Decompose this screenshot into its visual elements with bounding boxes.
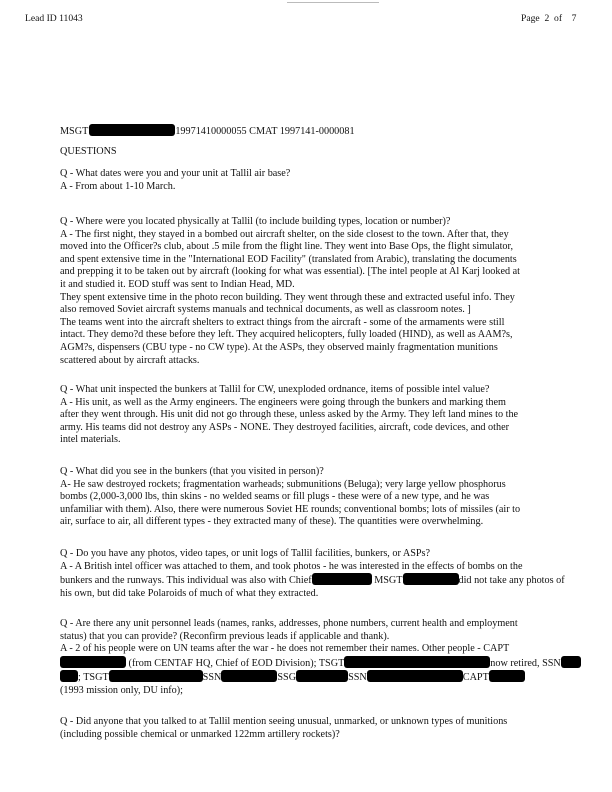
qa-block-inspection — [60, 384, 548, 447]
answer-line: after they went through. His unit did not go through these, unless asked by the Army. They left land mines to the — [60, 409, 519, 421]
redaction-bar — [367, 670, 463, 682]
answer-line: also removed Soviet aircraft systems manuals and technical documents, as well as classroom notes. ] — [60, 304, 471, 316]
redaction-bar — [344, 656, 490, 668]
answer-line: air, surface to air, all different types - they extracted many of these). The quantities were overwhelming. — [60, 516, 484, 528]
redaction-bar — [60, 670, 78, 682]
answer-line: (1993 mission only, DU info); — [60, 684, 184, 696]
qa-block-dates — [60, 168, 548, 193]
redaction-bar — [296, 670, 348, 682]
answer-line: and spent extensive time in the "International EOD Facility" (translated from Arabic), translating the documents — [60, 253, 517, 265]
redaction-bar — [221, 670, 277, 682]
answer-line: AGM?s, dispensers (CBU type - no CW type). At the ASPs, they observed mainly fragmentation munitions — [60, 341, 498, 353]
page-total: 7 — [571, 13, 577, 24]
question-text: (including possible chemical or unmarked 122mm artillery rockets)? — [60, 728, 340, 740]
questions-title: QUESTIONS — [60, 146, 117, 157]
question-text: Q - What unit inspected the bunkers at Tallil for CW, unexploded ordnance, items of possible intel value? — [60, 384, 490, 395]
answer-line: bombs (2,000-3,000 lbs, thin skins - no welded seams or fill plugs - these were of a new type, and he was — [60, 491, 490, 503]
answer-text: A - From about 1-10 March. — [60, 180, 176, 192]
message-line — [60, 124, 548, 139]
answer-line: A - The first night, they stayed in a bombed out aircraft shelter, on the side closest to the town. After that, they — [60, 228, 509, 240]
qa-block-munitions — [60, 716, 548, 741]
redaction-bar — [109, 670, 203, 682]
answer-line: army. His teams did not destroy any ASPs - NONE. They destroyed facilities, aircraft, code devices, and other — [60, 421, 509, 433]
answer-line: A- He saw destroyed rockets; fragmentation warheads; submunitions (Beluga); very large yellow phosphorus — [60, 478, 506, 490]
answer-line: bunkers and the runways. This individual was also with Chief MSGT did not take any photos of — [60, 575, 565, 587]
redaction-bar — [89, 124, 175, 136]
redaction-bar — [489, 670, 525, 682]
answer-line: moved into the Officer?s club, about .5 mile from the flight line. They went into Base Ops, the flight simulator, — [60, 241, 514, 253]
top-rule — [287, 2, 379, 3]
qa-block-photos — [60, 548, 565, 600]
qa-block-location — [60, 216, 548, 367]
answer-line: unfamiliar with them). Also, there were numerous Soviet HE rounds; conventional bombs; lots of missiles (air to — [60, 503, 521, 515]
answer-line: A - A British intel officer was attached to them, and took photos - he was interested in the effects of bombs on the — [60, 560, 523, 572]
question-text: status) that you can provide? (Reconfirm previous leads if applicable and thank). — [60, 630, 390, 642]
question-text: Q - Where were you located physically at Tallil (to include building types, location or number)? — [60, 216, 451, 227]
redaction-bar — [403, 573, 459, 585]
answer-line: A - 2 of his people were on UN teams after the war - he does not remember their names. Other people - CAPT — [60, 643, 510, 655]
redaction-bar — [60, 656, 126, 668]
page-label: Page — [521, 13, 540, 24]
answer-line: it and studied it. EOD stuff was sent to Indian Head, MD. — [60, 278, 295, 290]
question-text: Q - Did anyone that you talked to at Tallil mention seeing unusual, unmarked, or unknown types of munitions — [60, 716, 508, 727]
answer-line: intel materials. — [60, 434, 121, 446]
answer-line: and prepping it to be taken out by aircraft (looking for what was essential). [The intel people at Al Karj looked at — [60, 266, 520, 278]
page-number: 2 — [544, 13, 550, 24]
page-of: of — [554, 13, 563, 24]
answer-line: A - His unit, as well as the Army engineers. The engineers were going through the bunkers and marking them — [60, 396, 506, 408]
msg-prefix: MSGT — [60, 126, 89, 137]
msg-number: 19971410000055 CMAT 1997141-0000081 — [175, 126, 355, 137]
redaction-bar — [561, 656, 581, 668]
answer-line: his own, but did take Polaroids of much of what they extracted. — [60, 587, 319, 599]
answer-line: scattered about by aircraft attacks. — [60, 354, 200, 366]
redaction-bar — [312, 573, 372, 585]
answer-line: intact. They demo?d these before they left. They acquired helicopters, fully loaded (HIND), as well as AAM?s, — [60, 329, 513, 341]
question-text: Q - Are there any unit personnel leads (names, ranks, addresses, phone numbers, current health and employment — [60, 618, 518, 629]
page-indicator — [521, 13, 576, 26]
answer-line: The teams went into the aircraft shelters to extract things from the aircraft - some of the armaments were still — [60, 316, 505, 328]
lead-id: Lead ID 11043 — [25, 13, 83, 24]
question-text: Q - Do you have any photos, video tapes, or unit logs of Tallil facilities, bunkers, or ASPs? — [60, 548, 431, 559]
question-text: Q - What did you see in the bunkers (that you visited in person)? — [60, 466, 324, 477]
qa-block-bunkers — [60, 466, 548, 529]
qa-block-personnel — [60, 618, 561, 698]
answer-line: They spent extensive time in the photo recon building. They went through these and extracted useful info. They — [60, 291, 515, 303]
question-text: Q - What dates were you and your unit at Tallil air base? — [60, 168, 291, 179]
answer-line: (from CENTAF HQ, Chief of EOD Division); TSGT now retired, SSN — [60, 656, 548, 671]
answer-line: ; TSGT SSN SSG SSN CAPT — [60, 670, 548, 685]
